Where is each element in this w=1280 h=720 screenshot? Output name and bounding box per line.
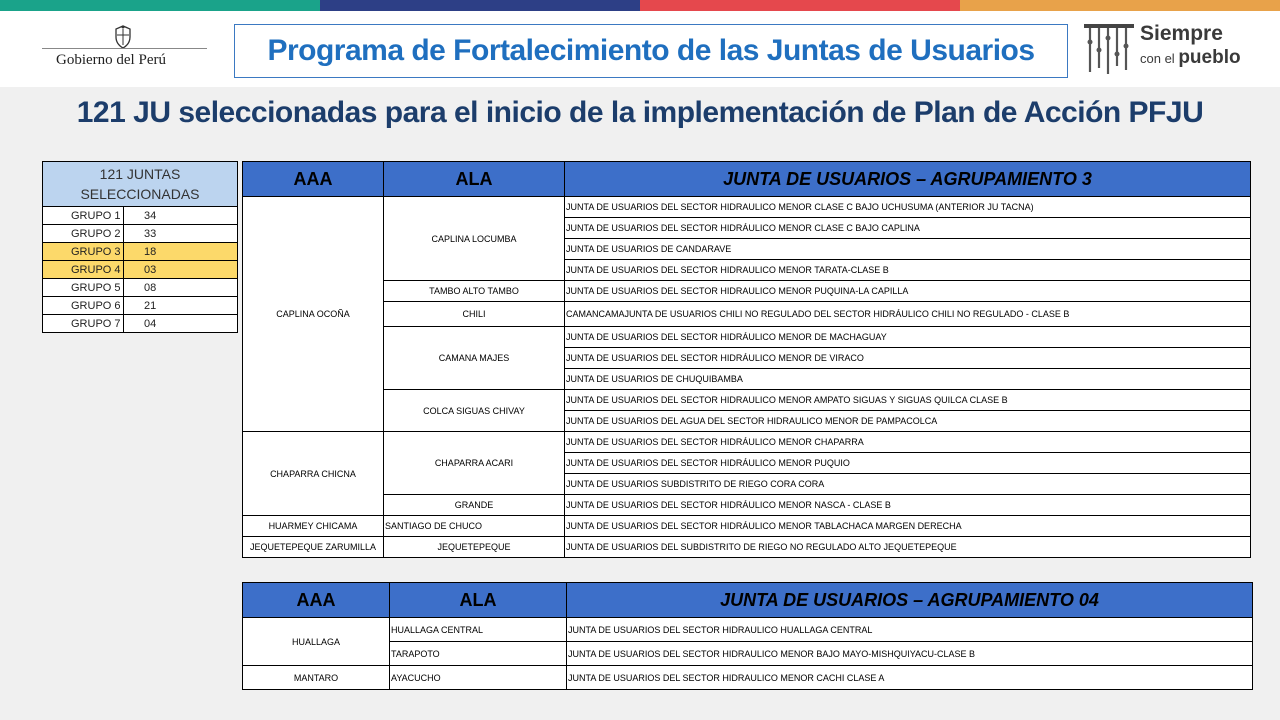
summary-row [43,261,238,279]
aaa-cell: HUALLAGA [243,618,390,666]
brand-line2b: pueblo [1178,47,1241,68]
col-header-aaa: AAA [243,162,384,197]
aaa-cell: MANTARO [243,666,390,690]
group-name: GRUPO 2 [43,225,124,243]
group-name: GRUPO 6 [43,297,124,315]
table-row [243,666,1253,690]
ala-cell: TAMBO ALTO TAMBO [384,281,565,302]
ju-cell: JUNTA DE USUARIOS DE CHUQUIBAMBA [565,369,1251,390]
ala-cell: CAPLINA LOCUMBA [384,197,565,281]
ala-cell: AYACUCHO [390,666,567,690]
table-row [243,197,1251,218]
group-name: GRUPO 5 [43,279,124,297]
group-count: 18 [124,243,238,261]
summary-heading: 121 JUNTAS SELECCIONADAS [43,162,238,207]
siempre-con-el-pueblo-logo [1082,20,1252,78]
summary-row [43,243,238,261]
group-name: GRUPO 3 [43,243,124,261]
ala-cell: CHILI [384,302,565,327]
table-row [243,327,1251,348]
ju-cell: CAMANCAMAJUNTA DE USUARIOS CHILI NO REGULADO DEL SECTOR HIDRÁULICO CHILI NO REGULADO - CLASE B [565,302,1251,327]
top-bar-segment [0,0,320,11]
ala-cell: CHAPARRA ACARI [384,432,565,495]
ju-cell: JUNTA DE USUARIOS DEL SECTOR HIDRÁULICO MENOR DE VIRACO [565,348,1251,369]
summary-row [43,207,238,225]
ju-cell: JUNTA DE USUARIOS DEL SECTOR HIDRAULICO MENOR AMPATO SIGUAS Y SIGUAS QUILCA CLASE B [565,390,1251,411]
ju-cell: JUNTA DE USUARIOS DEL SECTOR HIDRAULICO MENOR TARATA-CLASE B [565,260,1251,281]
table-row [243,618,1253,642]
ala-cell: COLCA SIGUAS CHIVAY [384,390,565,432]
summary-row [43,279,238,297]
table-row [243,432,1251,453]
gov-text: Gobierno del Perú [56,52,166,68]
program-title-text: Programa de Fortalecimiento de las Juntas de Usuarios [267,34,1035,67]
brand-line2 [1140,47,1241,69]
top-color-bar [0,0,1280,11]
ju-cell: JUNTA DE USUARIOS SUBDISTRITO DE RIEGO CORA CORA [565,474,1251,495]
ala-cell: CAMANA MAJES [384,327,565,390]
columns-logo-icon [1082,20,1136,78]
ju-cell: JUNTA DE USUARIOS DEL SECTOR HIDRÁULICO MENOR TABLACHACA MARGEN DERECHA [565,516,1251,537]
ala-cell: GRANDE [384,495,565,516]
table-row [243,642,1253,666]
agrupamiento-3-table [242,161,1251,558]
aaa-cell: HUARMEY CHICAMA [243,516,384,537]
summary-row [43,315,238,333]
ju-cell: JUNTA DE USUARIOS DEL SECTOR HIDRAULICO MENOR CACHI CLASE A [567,666,1253,690]
col-header-aaa: AAA [243,583,390,618]
ju-cell: JUNTA DE USUARIOS DEL SUBDISTRITO DE RIEGO NO REGULADO ALTO JEQUETEPEQUE [565,537,1251,558]
ju-cell: JUNTA DE USUARIOS DEL AGUA DEL SECTOR HIDRAULICO MENOR DE PAMPACOLCA [565,411,1251,432]
ju-cell: JUNTA DE USUARIOS DEL SECTOR HIDRÁULICO MENOR DE MACHAGUAY [565,327,1251,348]
top-bar-segment [960,0,1280,11]
divider [42,48,207,49]
col-header-ju: JUNTA DE USUARIOS – AGRUPAMIENTO 04 [567,583,1253,618]
peru-crest-icon [110,24,136,50]
gobierno-logo [42,24,207,72]
ju-cell: JUNTA DE USUARIOS DEL SECTOR HIDRAULICO MENOR CLASE C BAJO UCHUSUMA (ANTERIOR JU TACNA) [565,197,1251,218]
group-name: GRUPO 4 [43,261,124,279]
table-row [243,302,1251,327]
main-title: 121 JU seleccionadas para el inicio de la implementación de Plan de Acción PFJU [76,96,1204,129]
agrupamiento-04-table [242,582,1253,690]
ala-cell: TARAPOTO [390,642,567,666]
aaa-cell: CHAPARRA CHICNA [243,432,384,516]
ju-cell: JUNTA DE USUARIOS DEL SECTOR HIDRÁULICO MENOR CLASE C BAJO CAPLINA [565,218,1251,239]
group-name: GRUPO 7 [43,315,124,333]
ju-cell: JUNTA DE USUARIOS DEL SECTOR HIDRAULICO MENOR BAJO MAYO-MISHQUIYACU-CLASE B [567,642,1253,666]
program-title [234,24,1068,78]
summary-row [43,297,238,315]
table-row [243,281,1251,302]
group-name: GRUPO 1 [43,207,124,225]
summary-table [42,161,238,333]
table-header-row [243,162,1251,197]
col-header-ala: ALA [390,583,567,618]
col-header-ala: ALA [384,162,565,197]
group-count: 04 [124,315,238,333]
col-header-ju: JUNTA DE USUARIOS – AGRUPAMIENTO 3 [565,162,1251,197]
brand-line2a: con el [1140,51,1179,66]
ju-cell: JUNTA DE USUARIOS DEL SECTOR HIDRÁULICO MENOR CHAPARRA [565,432,1251,453]
ju-cell: JUNTA DE USUARIOS DEL SECTOR HIDRAULICO MENOR PUQUINA-LA CAPILLA [565,281,1251,302]
group-count: 33 [124,225,238,243]
ju-cell: JUNTA DE USUARIOS DEL SECTOR HIDRAULICO HUALLAGA CENTRAL [567,618,1253,642]
summary-header-row [43,162,238,207]
ala-cell: HUALLAGA CENTRAL [390,618,567,642]
ju-cell: JUNTA DE USUARIOS DEL SECTOR HIDRÁULICO MENOR NASCA - CLASE B [565,495,1251,516]
group-count: 08 [124,279,238,297]
table-header-row [243,583,1253,618]
top-bar-segment [320,0,640,11]
table-row [243,390,1251,411]
table-row [243,537,1251,558]
group-count: 03 [124,261,238,279]
aaa-cell: JEQUETEPEQUE ZARUMILLA [243,537,384,558]
top-bar-segment [640,0,960,11]
table-row [243,495,1251,516]
summary-row [43,225,238,243]
ala-cell: JEQUETEPEQUE [384,537,565,558]
ju-cell: JUNTA DE USUARIOS DEL SECTOR HIDRÁULICO MENOR PUQUIO [565,453,1251,474]
group-count: 21 [124,297,238,315]
ala-cell: SANTIAGO DE CHUCO [384,516,565,537]
table-row [243,516,1251,537]
ju-cell: JUNTA DE USUARIOS DE CANDARAVE [565,239,1251,260]
brand-line1: Siempre [1140,22,1223,45]
group-count: 34 [124,207,238,225]
aaa-cell: CAPLINA OCOÑA [243,197,384,432]
